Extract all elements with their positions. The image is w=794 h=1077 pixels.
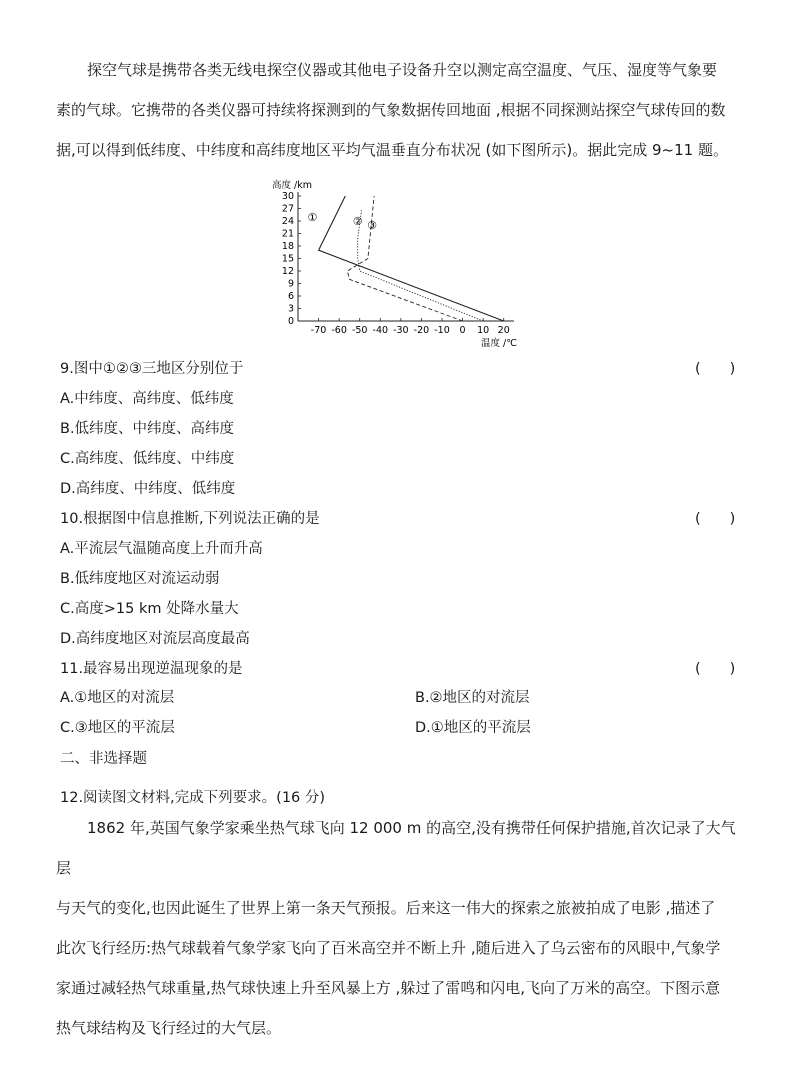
x-tick-label: -30 bbox=[393, 325, 409, 336]
q12-line-1: 1862 年,英国气象学家乘坐热气球飞向 12 000 m 的高空,没有携带任何保护措施,首次记录了大气层 bbox=[56, 819, 736, 877]
x-tick-label: -70 bbox=[310, 325, 327, 336]
q10-stem: 10.根据图中信息推断,下列说法正确的是 bbox=[60, 511, 320, 527]
x-tick-label: -20 bbox=[413, 325, 430, 336]
x-tick-label: -10 bbox=[434, 325, 450, 336]
x-axis-label: 温度 /℃ bbox=[481, 338, 517, 349]
q12-line-3: 此次飞行经历:热气球载着气象学家飞向了百米高空并不断上升 ,随后进入了乌云密布的风眼中,气象学 bbox=[56, 939, 721, 957]
q10-option-d: D.高纬度地区对流层高度最高 bbox=[60, 631, 250, 647]
temperature-altitude-chart bbox=[262, 176, 542, 352]
x-tick-label: 20 bbox=[497, 325, 510, 336]
x-tick-label: 10 bbox=[477, 325, 490, 336]
x-tick-label: 0 bbox=[459, 325, 466, 336]
series-label-1: ① bbox=[307, 210, 318, 224]
q9-option-b: B.低纬度、中纬度、高纬度 bbox=[60, 421, 235, 437]
x-tick-label: -60 bbox=[331, 325, 347, 336]
q11-stem: 11.最容易出现逆温现象的是 bbox=[60, 661, 243, 677]
q12-stem: 12.阅读图文材料,完成下列要求。(16 分) bbox=[60, 790, 326, 806]
y-tick-label: 18 bbox=[281, 241, 294, 252]
series-line-3 bbox=[347, 196, 462, 321]
q9-answer-paren: ( ) bbox=[695, 361, 736, 377]
chart-axes bbox=[298, 192, 514, 321]
q11-option-c: C.③地区的平流层 bbox=[60, 720, 175, 736]
q12-line-2: 与天气的变化,也因此诞生了世界上第一条天气预报。后来这一伟大的探索之旅被拍成了电影 ,描述了 bbox=[56, 899, 716, 917]
q11-option-d: D.①地区的平流层 bbox=[415, 720, 531, 736]
y-tick-label: 0 bbox=[287, 316, 294, 327]
y-tick-label: 30 bbox=[281, 191, 294, 202]
y-tick-label: 12 bbox=[281, 266, 294, 277]
q11-answer-paren: ( ) bbox=[695, 661, 736, 677]
y-axis-label: 高度 /km bbox=[272, 180, 312, 191]
q10-answer-paren: ( ) bbox=[695, 511, 736, 527]
y-tick-label: 21 bbox=[281, 228, 294, 240]
intro-line-2: 素的气球。它携带的各类仪器可持续将探测到的气象数据传回地面 ,根据不同探测站探空气球传回的数 bbox=[56, 101, 726, 119]
q10-option-a: A.平流层气温随高度上升而升高 bbox=[60, 541, 263, 557]
series-label-2: ② bbox=[352, 215, 363, 228]
y-tick-label: 9 bbox=[287, 278, 294, 290]
y-tick-label: 27 bbox=[281, 203, 294, 215]
q9-option-c: C.高纬度、低纬度、中纬度 bbox=[60, 451, 235, 467]
q9-option-a: A.中纬度、高纬度、低纬度 bbox=[60, 391, 234, 407]
section-heading-non-choice: 二、非选择题 bbox=[60, 751, 147, 767]
q12-line-5: 热气球结构及飞行经过的大气层。 bbox=[56, 1019, 282, 1037]
x-tick-label: -50 bbox=[351, 325, 368, 336]
q9-stem: 9.图中①②③三地区分别位于 bbox=[60, 361, 244, 377]
intro-line-1: 探空气球是携带各类无线电探空仪器或其他电子设备升空以测定高空温度、气压、湿度等气象要 bbox=[87, 61, 718, 79]
x-tick-label: -40 bbox=[372, 325, 389, 336]
q11-option-a: A.①地区的对流层 bbox=[60, 690, 175, 706]
y-tick-label: 15 bbox=[281, 253, 294, 265]
intro-paragraph bbox=[56, 50, 736, 170]
q12-line-4: 家通过减轻热气球重量,热气球快速上升至风暴上方 ,躲过了雷鸣和闪电,飞向了万米的高空。下图示意 bbox=[56, 979, 721, 997]
series-labels bbox=[307, 211, 377, 232]
q10-option-c: C.高度>15 km 处降水量大 bbox=[60, 601, 239, 617]
intro-line-3: 据,可以得到低纬度、中纬度和高纬度地区平均气温垂直分布状况 (如下图所示)。据此完成 9~11 题。 bbox=[56, 141, 728, 159]
q9-option-d: D.高纬度、中纬度、低纬度 bbox=[60, 481, 236, 497]
y-tick-label: 6 bbox=[287, 291, 294, 302]
y-tick-label: 3 bbox=[287, 303, 294, 315]
q10-option-b: B.低纬度地区对流运动弱 bbox=[60, 571, 220, 587]
q12-material bbox=[56, 808, 736, 1048]
chart-series bbox=[319, 196, 504, 321]
q11-option-b: B.②地区的对流层 bbox=[415, 690, 530, 706]
series-label-3: ③ bbox=[367, 219, 377, 233]
y-tick-label: 24 bbox=[281, 216, 294, 227]
